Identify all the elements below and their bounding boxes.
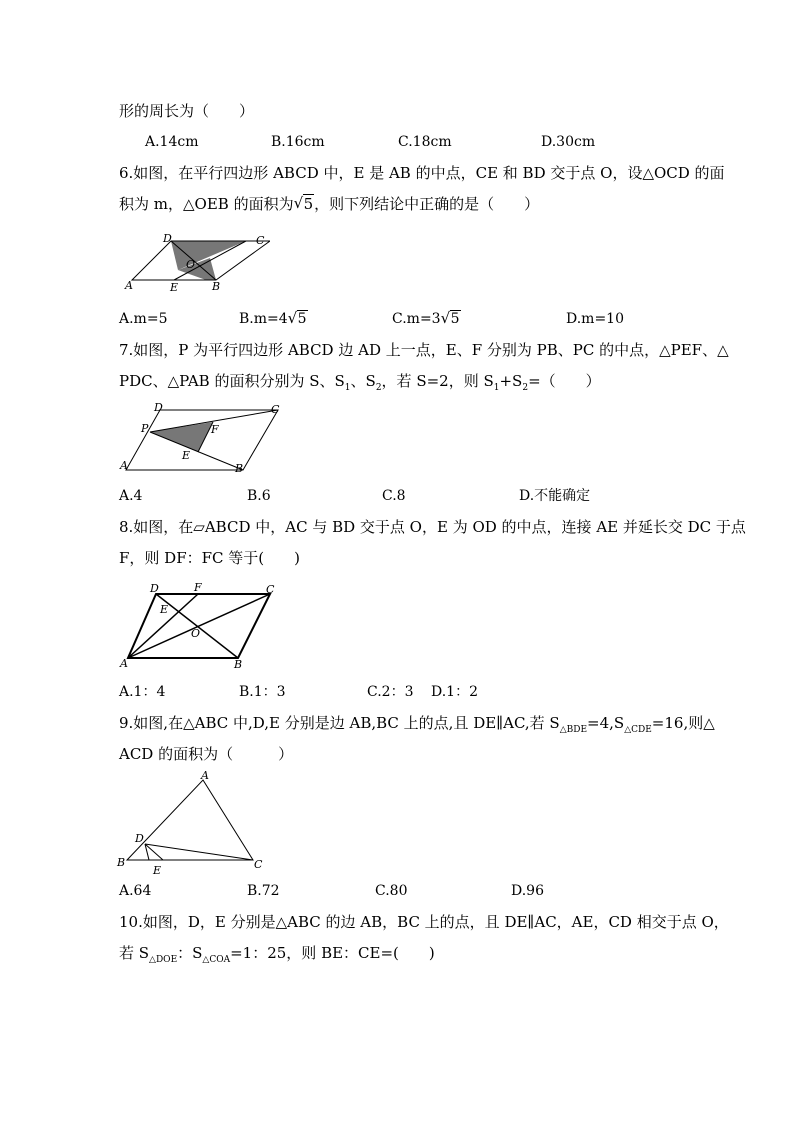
q8-parallelogram-figure (118, 578, 283, 670)
q8-option-b: B.1：3 (239, 684, 286, 700)
q7-label-a: A (120, 459, 128, 472)
q9-option-c: C.80 (375, 883, 408, 899)
q7-label-b: B (235, 462, 244, 475)
q7-stem-line2: PDC、△PAB 的面积分别为 S、$S_1$、$S_2$，若 S=2，则 $S_1+S_2=$（ ） (119, 372, 601, 393)
q9-option-d: D.96 (511, 883, 544, 899)
q8-option-c: C.2：3 (367, 684, 414, 700)
q5-option-b: B.16cm (271, 134, 325, 150)
q9-label-c: C (254, 858, 263, 871)
q8-label-f: F (194, 581, 202, 594)
q8-label-o: O (191, 627, 201, 640)
sqrt-symbol: √ 5 (441, 309, 461, 329)
q7-option-c: C.8 (382, 488, 406, 504)
q5-option-c: C.18cm (398, 134, 452, 150)
q7-label-c: C (271, 403, 280, 416)
q6-stem-line2: 积为 m，△OEB 的面积为√ 5，则下列结论中正确的是（ ） (119, 194, 539, 214)
q6-option-b: B.m=4√ 5 (239, 309, 308, 329)
q7-label-d: D (154, 401, 163, 414)
q7-option-a: A.4 (119, 488, 143, 504)
q7-label-f: F (211, 423, 219, 436)
q5-option-a: A.14cm (145, 134, 199, 150)
q6-option-d: D.m=10 (566, 311, 624, 327)
q8-label-c: C (266, 583, 275, 596)
sqrt-symbol: √ 5 (288, 309, 308, 329)
q9-stem-line1: 9.如图,在△ABC 中,D,E 分别是边 AB,BC 上的点,且 DE∥AC,若 $S_{\triangle BDE}=4,S_{\triangle CDE}=16$,则△ (119, 714, 715, 735)
q9-label-e: E (153, 864, 162, 875)
q7-stem-line1: 7.如图，P 为平行四边形 ABCD 边 AD 上一点，E、F 分别为 PB、PC 的中点，△PEF、△ (119, 341, 729, 359)
q7-label-p: P (141, 422, 149, 435)
q6-label-c: C (256, 234, 265, 247)
q8-label-a: A (120, 657, 128, 670)
q6-option-c: C.m=3√ 5 (392, 309, 461, 329)
sqrt-symbol: √ 5 (294, 194, 315, 214)
q6-stem-line1: 6.如图，在平行四边形 ABCD 中，E 是 AB 的中点，CE 和 BD 交于点 O，设△OCD 的面 (119, 164, 725, 182)
q9-label-b: B (117, 856, 126, 869)
q8-label-d: D (150, 582, 159, 595)
q9-option-a: A.64 (119, 883, 152, 899)
q8-option-d: D.1：2 (431, 684, 478, 700)
q7-parallelogram-figure (118, 400, 283, 475)
q9-option-b: B.72 (247, 883, 280, 899)
q8-stem-line2: F，则 DF：FC 等于( ) (119, 549, 300, 567)
q8-stem-line1: 8.如图，在▱ABCD 中，AC 与 BD 交于点 O，E 为 OD 的中点，连接 AE 并延长交 DC 于点 (119, 518, 746, 536)
q6-parallelogram-figure (120, 230, 270, 294)
q10-stem-line1: 10.如图，D，E 分别是△ABC 的边 AB，BC 上的点，且 DE∥AC，AE，CD 相交于点 O， (119, 913, 729, 931)
q8-label-e: E (160, 603, 169, 616)
q9-triangle-figure (115, 770, 275, 875)
q6-label-a: A (125, 279, 133, 292)
q5-option-d: D.30cm (541, 134, 596, 150)
q8-option-a: A.1：4 (119, 684, 166, 700)
q7-option-d: D.不能确定 (519, 488, 591, 504)
q10-stem-line2: 若 $S_{\triangle DOE}$：$S_{\triangle COA}=1$：25，则 BE：CE=( ) (119, 944, 435, 965)
q6-label-e: E (170, 281, 179, 294)
q7-label-e: E (182, 449, 191, 462)
q6-label-d: D (163, 232, 172, 245)
q5-stem-tail: 形的周长为（ ） (119, 102, 255, 120)
q9-stem-line2: ACD 的面积为（ ） (119, 745, 294, 763)
q6-option-a: A.m=5 (119, 311, 168, 327)
q6-label-b: B (212, 280, 221, 293)
q9-label-a: A (201, 770, 209, 782)
q9-label-d: D (135, 832, 144, 845)
q6-label-o: O (186, 258, 196, 271)
q8-label-b: B (234, 658, 243, 670)
q7-option-b: B.6 (247, 488, 271, 504)
